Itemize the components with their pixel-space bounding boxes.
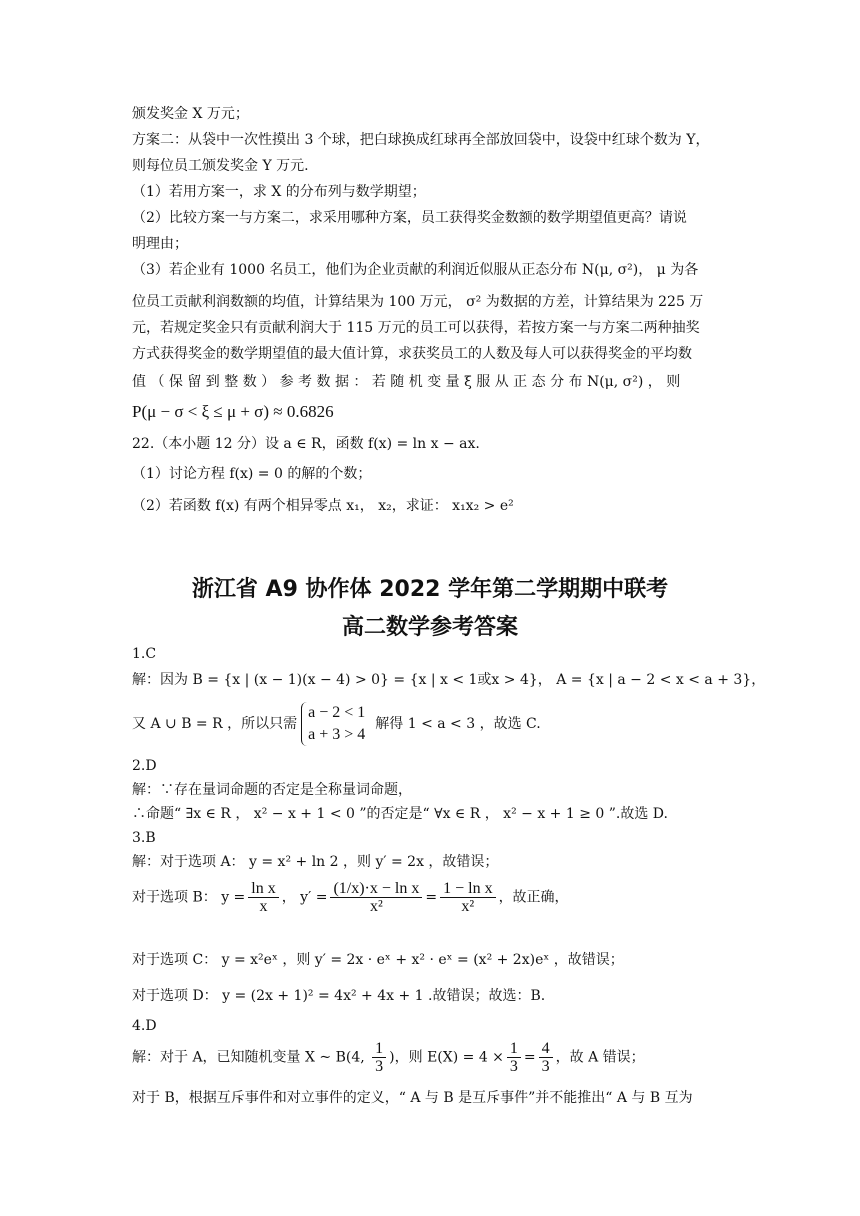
p21-line1: 颁发奖金 X 万元；	[132, 106, 249, 122]
answer-3-b-equals: =	[425, 889, 438, 906]
answer-2-line1: 解：∵存在量词命题的否定是全称量词命题，	[132, 782, 412, 798]
answer-3-b-fraction1	[248, 880, 278, 915]
answer-2-line2: ∴命题“ ∃x ∈ R ， x² − x + 1 < 0 ”的否定是“ ∀x ∈ R ， x² − x + 1 ≥ 0 ”.故选 D.	[132, 806, 668, 822]
p21-question1: （1）若用方案一，求 X 的分布列与数学期望；	[132, 184, 426, 200]
answer-3-b-prefix: 对于选项 B： y =	[132, 889, 246, 906]
p21-reference-probability: P(μ − σ < ξ ≤ μ + σ) ≈ 0.6826	[132, 402, 334, 421]
p22-question2: （2）若函数 f(x) 有两个相异零点 x₁， x₂，求证： x₁x₂ > e²	[132, 498, 514, 514]
answer-3-option-b	[132, 880, 569, 915]
p21-question3-line1: （3）若企业有 1000 名员工，他们为企业贡献的利润近似服从正态分布 N(μ, σ²)， μ 为各	[132, 262, 699, 278]
answer-3-b-suffix: ，故正确，	[498, 889, 569, 906]
answer-3-label: 3.B	[132, 830, 156, 846]
fraction-denominator: 3	[509, 1058, 518, 1075]
answer-4-suffix: ，故 A 错误；	[555, 1049, 645, 1066]
answer-1-prefix: 又 A ∪ B = R ，所以只需	[132, 716, 298, 732]
fraction-denominator: 3	[541, 1058, 550, 1075]
p21-question3-line2: 位员工贡献利润数额的均值，计算结果为 100 万元， σ² 为数据的方差，计算结果为 225 万	[132, 294, 704, 310]
answer-3-option-c: 对于选项 C： y = x²eˣ ，则 y′ = 2x · eˣ + x² · eˣ = (x² + 2x)eˣ ，故错误；	[132, 952, 624, 968]
answer-3-b-fraction2	[330, 880, 422, 915]
answer-4-label: 4.D	[132, 1018, 157, 1034]
answer-4-prefix: 解：对于 A，已知随机变量 X ~ B(4,	[132, 1049, 370, 1066]
p21-line2: 方案二：从袋中一次性摸出 3 个球，把白球换成红球再全部放回袋中，设袋中红球个数为 Y，	[132, 132, 710, 148]
fraction-numerator: 1	[507, 1040, 521, 1058]
fraction-numerator: ln x	[248, 880, 278, 898]
answer-1-system-row1: a − 2 < 1	[308, 704, 366, 721]
p22-stem: 22.（本小题 12 分）设 a ∈ R，函数 f(x) = ln x − ax.	[132, 436, 480, 452]
answer-4-mid: )，则 E(X) = 4 ×	[389, 1049, 504, 1066]
answer-3-b-mid: ， y′ =	[281, 889, 328, 906]
answer-3-option-d: 对于选项 D： y = (2x + 1)² = 4x² + 4x + 1 .故错误；故选：B.	[132, 988, 546, 1004]
fraction-numerator: 1	[372, 1040, 386, 1058]
p21-question3-line5: 值 （ 保 留 到 整 数 ） 参 考 数 据 ： 若 随 机 变 量 ξ 服 从 正 态 分 布 N(μ, σ²) ， 则	[132, 374, 681, 390]
p21-question3-line3: 元，若规定奖金只有贡献利润大于 115 万元的员工可以获得，若按方案一与方案二两种抽奖	[132, 320, 700, 336]
fraction-denominator: 3	[375, 1058, 384, 1075]
p21-question2-line1: （2）比较方案一与方案二，求采用哪种方案，员工获得奖金数额的数学期望值更高？请说	[132, 210, 687, 226]
p21-question2-line2: 明理由；	[132, 236, 188, 252]
p21-question3-line4: 方式获得奖金的数学期望值的最大值计算，求获奖员工的人数及每人可以获得奖金的平均数	[132, 346, 692, 362]
answer-4-fraction1	[372, 1040, 386, 1075]
answer-1-line2	[132, 702, 541, 746]
fraction-denominator: x	[259, 898, 268, 915]
p21-line3: 则每位员工颁发奖金 Y 万元.	[132, 158, 309, 174]
answer-1-system	[301, 702, 371, 746]
answer-4-fraction2	[507, 1040, 521, 1075]
answer-2-label: 2.D	[132, 758, 157, 774]
answer-3-b-fraction3	[440, 880, 495, 915]
fraction-numerator: 4	[539, 1040, 553, 1058]
fraction-denominator: x²	[461, 898, 475, 915]
answer-subtitle: 高二数学参考答案	[341, 615, 518, 640]
answer-1-line1: 解：因为 B = {x | (x − 1)(x − 4) > 0} = {x | x < 1或x > 4}， A = {x | a − 2 < x < a + 3}，	[132, 672, 766, 688]
answer-1-label: 1.C	[132, 646, 157, 662]
answer-4-equals: =	[523, 1049, 536, 1066]
answer-title: 浙江省 A9 协作体 2022 学年第二学期期中联考	[191, 577, 669, 602]
fraction-numerator: 1 − ln x	[440, 880, 495, 898]
answer-1-suffix: 解得 1 < a < 3 ，故选 C.	[375, 716, 541, 732]
answer-4-fraction3	[539, 1040, 553, 1075]
p22-question1: （1）讨论方程 f(x) = 0 的解的个数；	[132, 466, 372, 482]
answer-4-line1	[132, 1040, 645, 1075]
answer-1-system-row2: a + 3 > 4	[308, 726, 366, 743]
answer-4-line2: 对于 B，根据互斥事件和对立事件的定义，“ A 与 B 是互斥事件”并不能推出“ A 与 B 互为	[132, 1090, 693, 1106]
fraction-denominator: x²	[370, 898, 383, 915]
answer-3-option-a: 解：对于选项 A： y = x² + ln 2 ，则 y′ = 2x ，故错误；	[132, 854, 499, 870]
fraction-numerator: (1/x)·x − ln x	[330, 880, 422, 898]
